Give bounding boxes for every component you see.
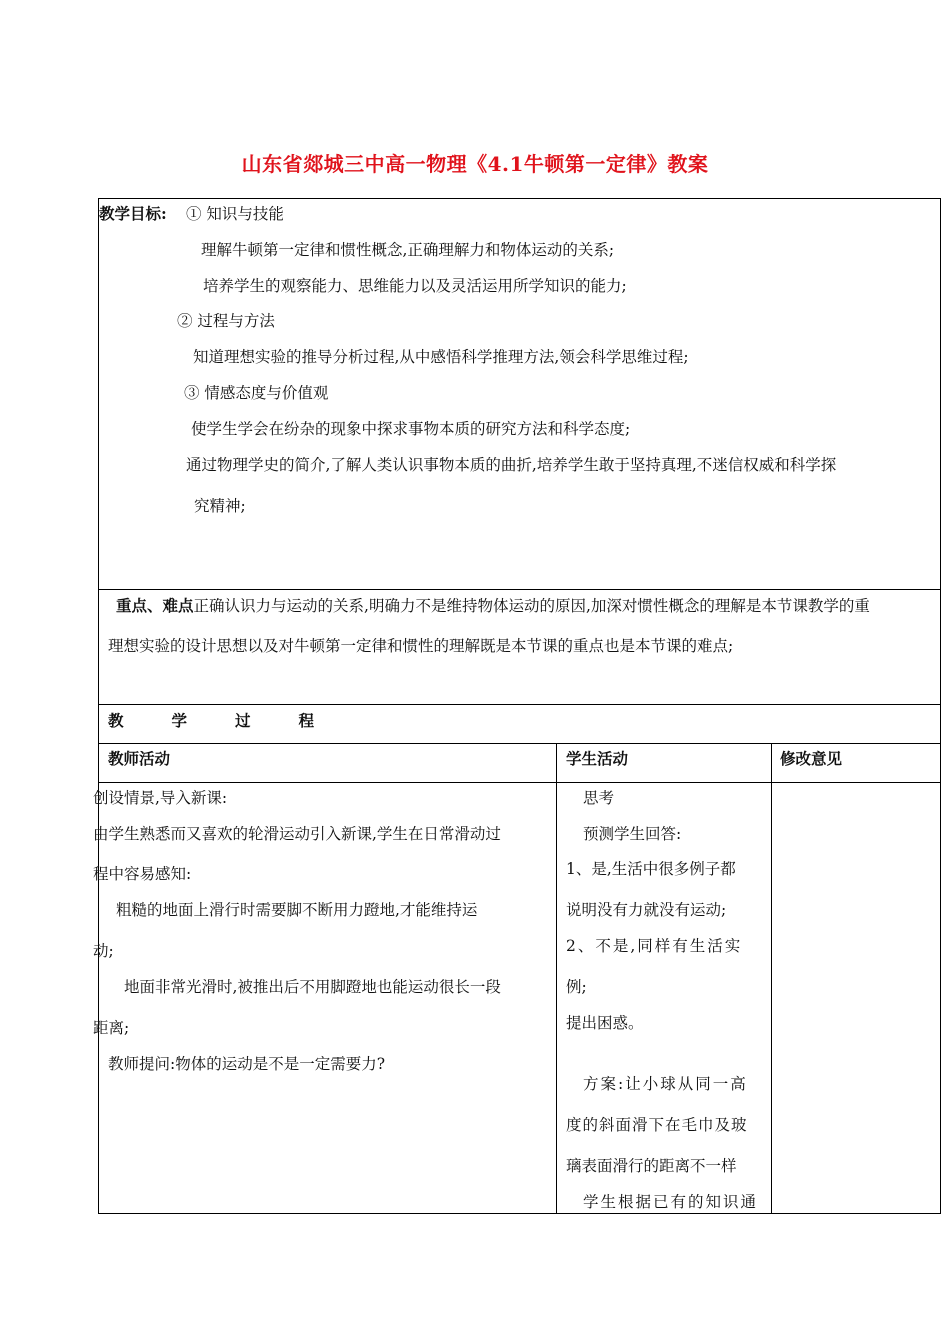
objectives-section3-line2: 通过物理学史的简介,了解人类认识事物本质的曲折,培养学生敢于坚持真理,不迷信权威和科学探	[186, 456, 837, 474]
teacher-line4: 粗糙的地面上滑行时需要脚不断用力蹬地,才能维持运	[116, 901, 478, 919]
column-header-teacher: 教师活动	[108, 749, 171, 768]
header-row-bottom-border	[98, 782, 941, 783]
document-title: 山东省郯城三中高一物理《4.1牛顿第一定律》教案	[241, 152, 709, 176]
process-bottom-border	[98, 743, 941, 744]
column-header-revise: 修改意见	[780, 749, 843, 768]
student-line4: 说明没有力就没有运动;	[566, 901, 727, 919]
objectives-section3-line3: 究精神;	[194, 497, 246, 515]
student-line2: 预测学生回答:	[583, 825, 682, 843]
teacher-line7: 距离;	[93, 1019, 130, 1037]
column-divider-student	[556, 743, 557, 1213]
student-line3: 1、是,生活中很多例子都	[566, 860, 736, 878]
student-line11: 学生根据已有的知识通	[583, 1193, 759, 1211]
student-line5: 2、不是,同样有生活实	[566, 937, 743, 955]
keypoints-line1-text: 正确认识力与运动的关系,明确力不是维持物体运动的原因,加深对惯性概念的理解是本节课教学的重	[193, 597, 870, 615]
teacher-line3: 程中容易感知:	[93, 865, 192, 883]
student-line6: 例;	[566, 978, 587, 996]
column-divider-revise	[771, 743, 772, 1213]
keypoints-label: 重点、难点	[116, 596, 194, 615]
student-line8: 方案:让小球从同一高	[583, 1075, 748, 1093]
teacher-line6: 地面非常光滑时,被推出后不用脚蹬地也能运动很长一段	[124, 978, 501, 996]
process-heading: 教学过程	[108, 711, 363, 730]
table-top-border	[98, 198, 941, 199]
objectives-section3-heading: ③ 情感态度与价值观	[184, 384, 329, 402]
student-line10: 璃表面滑行的距离不一样	[566, 1157, 737, 1175]
student-line1: 思考	[583, 789, 615, 807]
objectives-label: 教学目标:	[99, 204, 167, 223]
teacher-line2: 由学生熟悉而又喜欢的轮滑运动引入新课,学生在日常滑动过	[93, 825, 501, 843]
keypoints-line1	[116, 596, 950, 616]
table-bottom-border	[98, 1213, 941, 1214]
objectives-section1-line1: 理解牛顿第一定律和惯性概念,正确理解力和物体运动的关系;	[201, 241, 615, 259]
student-line9: 度的斜面滑下在毛巾及玻	[566, 1116, 748, 1134]
keypoints-line2: 理想实验的设计思想以及对牛顿第一定律和惯性的理解既是本节课的重点也是本节课的难点;	[108, 637, 734, 655]
keypoints-bottom-border	[98, 704, 941, 705]
objectives-section1-line2: 培养学生的观察能力、思维能力以及灵活运用所学知识的能力;	[203, 277, 627, 295]
teacher-line8: 教师提问:物体的运动是不是一定需要力?	[108, 1055, 386, 1073]
teacher-line5: 动;	[93, 942, 114, 960]
objectives-section3-line1: 使学生学会在纷杂的现象中探求事物本质的研究方法和科学态度;	[191, 420, 631, 438]
table-right-border	[940, 198, 941, 1213]
objectives-section1-heading: ① 知识与技能	[186, 205, 284, 223]
column-header-student: 学生活动	[566, 749, 629, 768]
teacher-line1: 创设情景,导入新课:	[93, 789, 228, 807]
objectives-section2-heading: ② 过程与方法	[177, 312, 275, 330]
table-left-border	[98, 198, 99, 1213]
student-line7: 提出困惑。	[566, 1014, 644, 1032]
objectives-section2-line1: 知道理想实验的推导分析过程,从中感悟科学推理方法,领会科学思维过程;	[193, 348, 689, 366]
objectives-bottom-border	[98, 589, 941, 590]
